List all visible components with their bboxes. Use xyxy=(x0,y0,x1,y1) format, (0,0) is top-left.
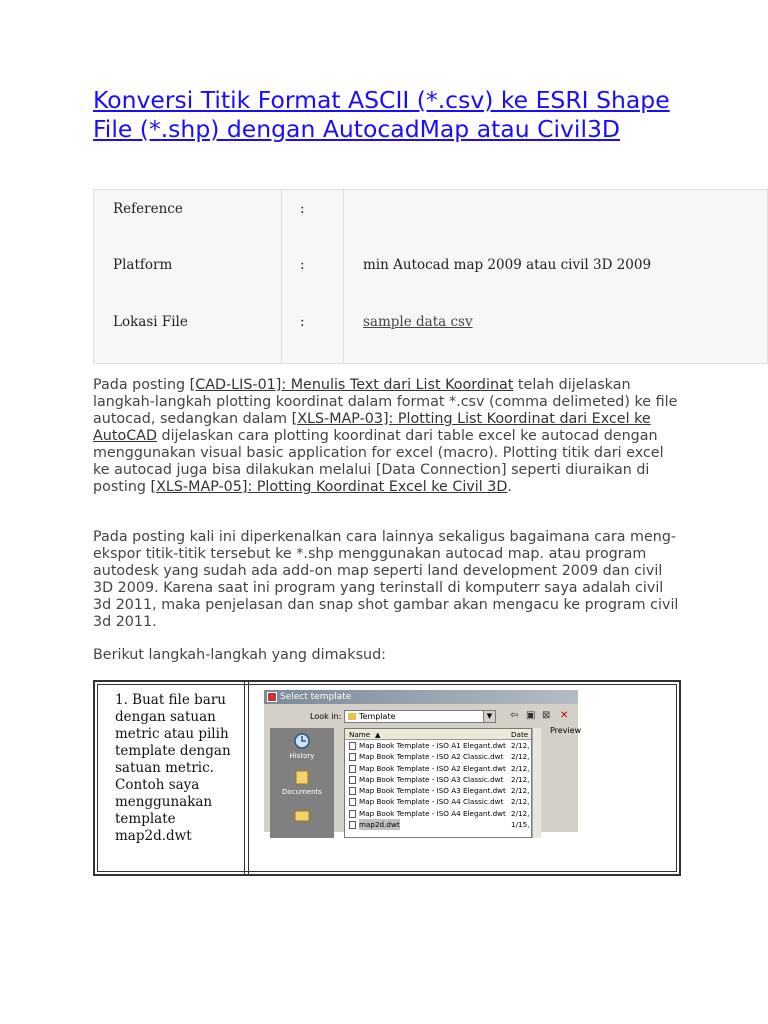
file-row xyxy=(345,796,531,807)
places-history xyxy=(270,732,334,760)
chevron-down-icon: ▼ xyxy=(483,711,495,722)
file-name: Map Book Template - ISO A3 Classic.dwt xyxy=(359,774,504,784)
platform-separator: : xyxy=(300,257,305,273)
file-list-header xyxy=(345,729,531,740)
cad-lis-01-link[interactable]: [CAD-LIS-01]: Menulis Text dari List Koordinat xyxy=(189,377,514,393)
p1-text-3: dijelaskan cara plotting koordinat dari table excel ke autocad dengan menggunakan visual basic application for excel (macro). Plotting titik dari excel ke autocad juga bisa dilakukan melalui [Data Connection] seperti diuraikan di posting xyxy=(93,428,664,495)
up-folder-icon: ▣ xyxy=(526,710,536,721)
file-date: 2/12, xyxy=(511,752,530,762)
file-date: 2/12, xyxy=(511,797,530,807)
dwt-file-icon xyxy=(349,787,356,795)
file-row xyxy=(345,763,531,774)
look-in-label: Look in: xyxy=(310,712,342,721)
lokasi-file-label: Lokasi File xyxy=(113,314,188,330)
platform-value: min Autocad map 2009 atau civil 3D 2009 xyxy=(363,257,652,273)
lokasi-file-separator: : xyxy=(300,314,305,330)
places-bar xyxy=(270,728,334,838)
intro-paragraph xyxy=(93,377,683,496)
file-row xyxy=(345,751,531,762)
file-list-scrollbar xyxy=(532,728,541,838)
file-date: 1/15, xyxy=(511,820,530,830)
documents-icon xyxy=(293,768,311,786)
file-name: Map Book Template - ISO A3 Elegant.dwt xyxy=(359,786,506,796)
folder-icon xyxy=(348,713,356,720)
info-labels-cell xyxy=(94,190,282,364)
dwt-file-icon xyxy=(349,821,356,829)
sample-data-link[interactable]: sample data csv xyxy=(363,314,473,330)
platform-label: Platform xyxy=(113,257,173,273)
autocad-app-icon xyxy=(267,692,277,702)
steps-column-divider xyxy=(244,682,249,874)
file-date: 2/12, xyxy=(511,741,530,750)
page-title xyxy=(93,86,673,144)
file-date: 2/12, xyxy=(511,774,530,784)
reference-label: Reference xyxy=(113,201,183,217)
file-row xyxy=(345,785,531,796)
back-icon: ⇦ xyxy=(510,710,519,721)
file-name: Map Book Template - ISO A2 Elegant.dwt xyxy=(359,763,506,773)
dwt-file-icon xyxy=(349,776,356,784)
steps-intro: Berikut langkah-langkah yang dimaksud: xyxy=(93,647,386,663)
places-folder xyxy=(270,806,334,826)
file-date: 2/12, xyxy=(511,763,530,773)
file-name: Map Book Template - ISO A1 Elegant.dwt xyxy=(359,741,506,750)
dialog-title: Select template xyxy=(280,692,352,702)
file-name: Map Book Template - ISO A4 Classic.dwt xyxy=(359,797,504,807)
p1-text-1: Pada posting xyxy=(93,377,190,393)
delete-icon: ✕ xyxy=(560,710,569,721)
reference-separator: : xyxy=(300,201,305,217)
file-name: Map Book Template - ISO A2 Classic.dwt xyxy=(359,752,504,762)
name-column-header: Name xyxy=(349,730,371,739)
dwt-file-icon xyxy=(349,753,356,761)
preview-label: Preview xyxy=(550,726,582,735)
file-row xyxy=(345,808,531,819)
xls-map-03-link[interactable]: [XLS-MAP-03]: Plotting List Koordinat dari Excel ke AutoCAD xyxy=(93,411,651,444)
file-name: map2d.dwt xyxy=(359,820,400,830)
dwt-file-icon xyxy=(349,742,356,750)
date-column-header: Date xyxy=(511,730,529,739)
file-row-selected xyxy=(345,819,531,830)
select-template-screenshot xyxy=(264,690,582,832)
places-history-label: History xyxy=(289,752,315,760)
p1-text-2: telah dijelaskan langkah-langkah plotting koordinat dalam format *.csv (comma delimeted) ke file autocad, sedangkan dalam xyxy=(93,377,678,427)
look-in-value: Template xyxy=(359,712,396,721)
places-documents xyxy=(270,768,334,796)
file-row xyxy=(345,740,531,751)
p1-text-4: . xyxy=(507,479,512,495)
info-table xyxy=(93,189,768,364)
search-web-icon: ⊠ xyxy=(542,710,551,721)
history-icon xyxy=(293,732,311,750)
dwt-file-icon xyxy=(349,765,356,773)
second-paragraph: Pada posting kali ini diperkenalkan cara lainnya sekaligus bagaimana cara meng-ekspor titik-titik tersebut ke *.shp menggunakan autocad map. atau program autodesk yang sudah ada add-on map seperti land development 2009 dan civil 3D 2009. Karena saat ini program yang terinstall di komputerr saya adalah civil 3d 2011, maka penjelasan dan snap shot gambar akan mengacu ke program civil 3d 2011. xyxy=(93,529,679,630)
places-documents-label: Documents xyxy=(282,788,322,796)
sort-up-icon: ▲ xyxy=(375,730,381,739)
page-title-link[interactable]: Konversi Titik Format ASCII (*.csv) ke ESRI Shape File (*.shp) dengan AutocadMap atau Civil3D xyxy=(93,86,670,143)
file-date: 2/12, xyxy=(511,786,530,796)
file-name: Map Book Template - ISO A4 Elegant.dwt xyxy=(359,808,506,818)
dialog-title-bar xyxy=(264,690,578,704)
dwt-file-icon xyxy=(349,810,356,818)
file-row xyxy=(345,774,531,785)
file-date: 2/12, xyxy=(511,808,530,818)
look-in-dropdown xyxy=(344,710,496,723)
step-1-text: 1. Buat file baru dengan satuan metric atau pilih template dengan satuan metric. Contoh saya menggunakan template map2d.dwt xyxy=(115,692,231,844)
xls-map-05-link[interactable]: [XLS-MAP-05]: Plotting Koordinat Excel ke Civil 3D xyxy=(150,479,508,495)
file-list xyxy=(344,728,532,838)
folder-icon xyxy=(293,806,311,824)
dwt-file-icon xyxy=(349,798,356,806)
info-separators-cell xyxy=(282,190,344,364)
info-values-cell xyxy=(344,190,768,364)
